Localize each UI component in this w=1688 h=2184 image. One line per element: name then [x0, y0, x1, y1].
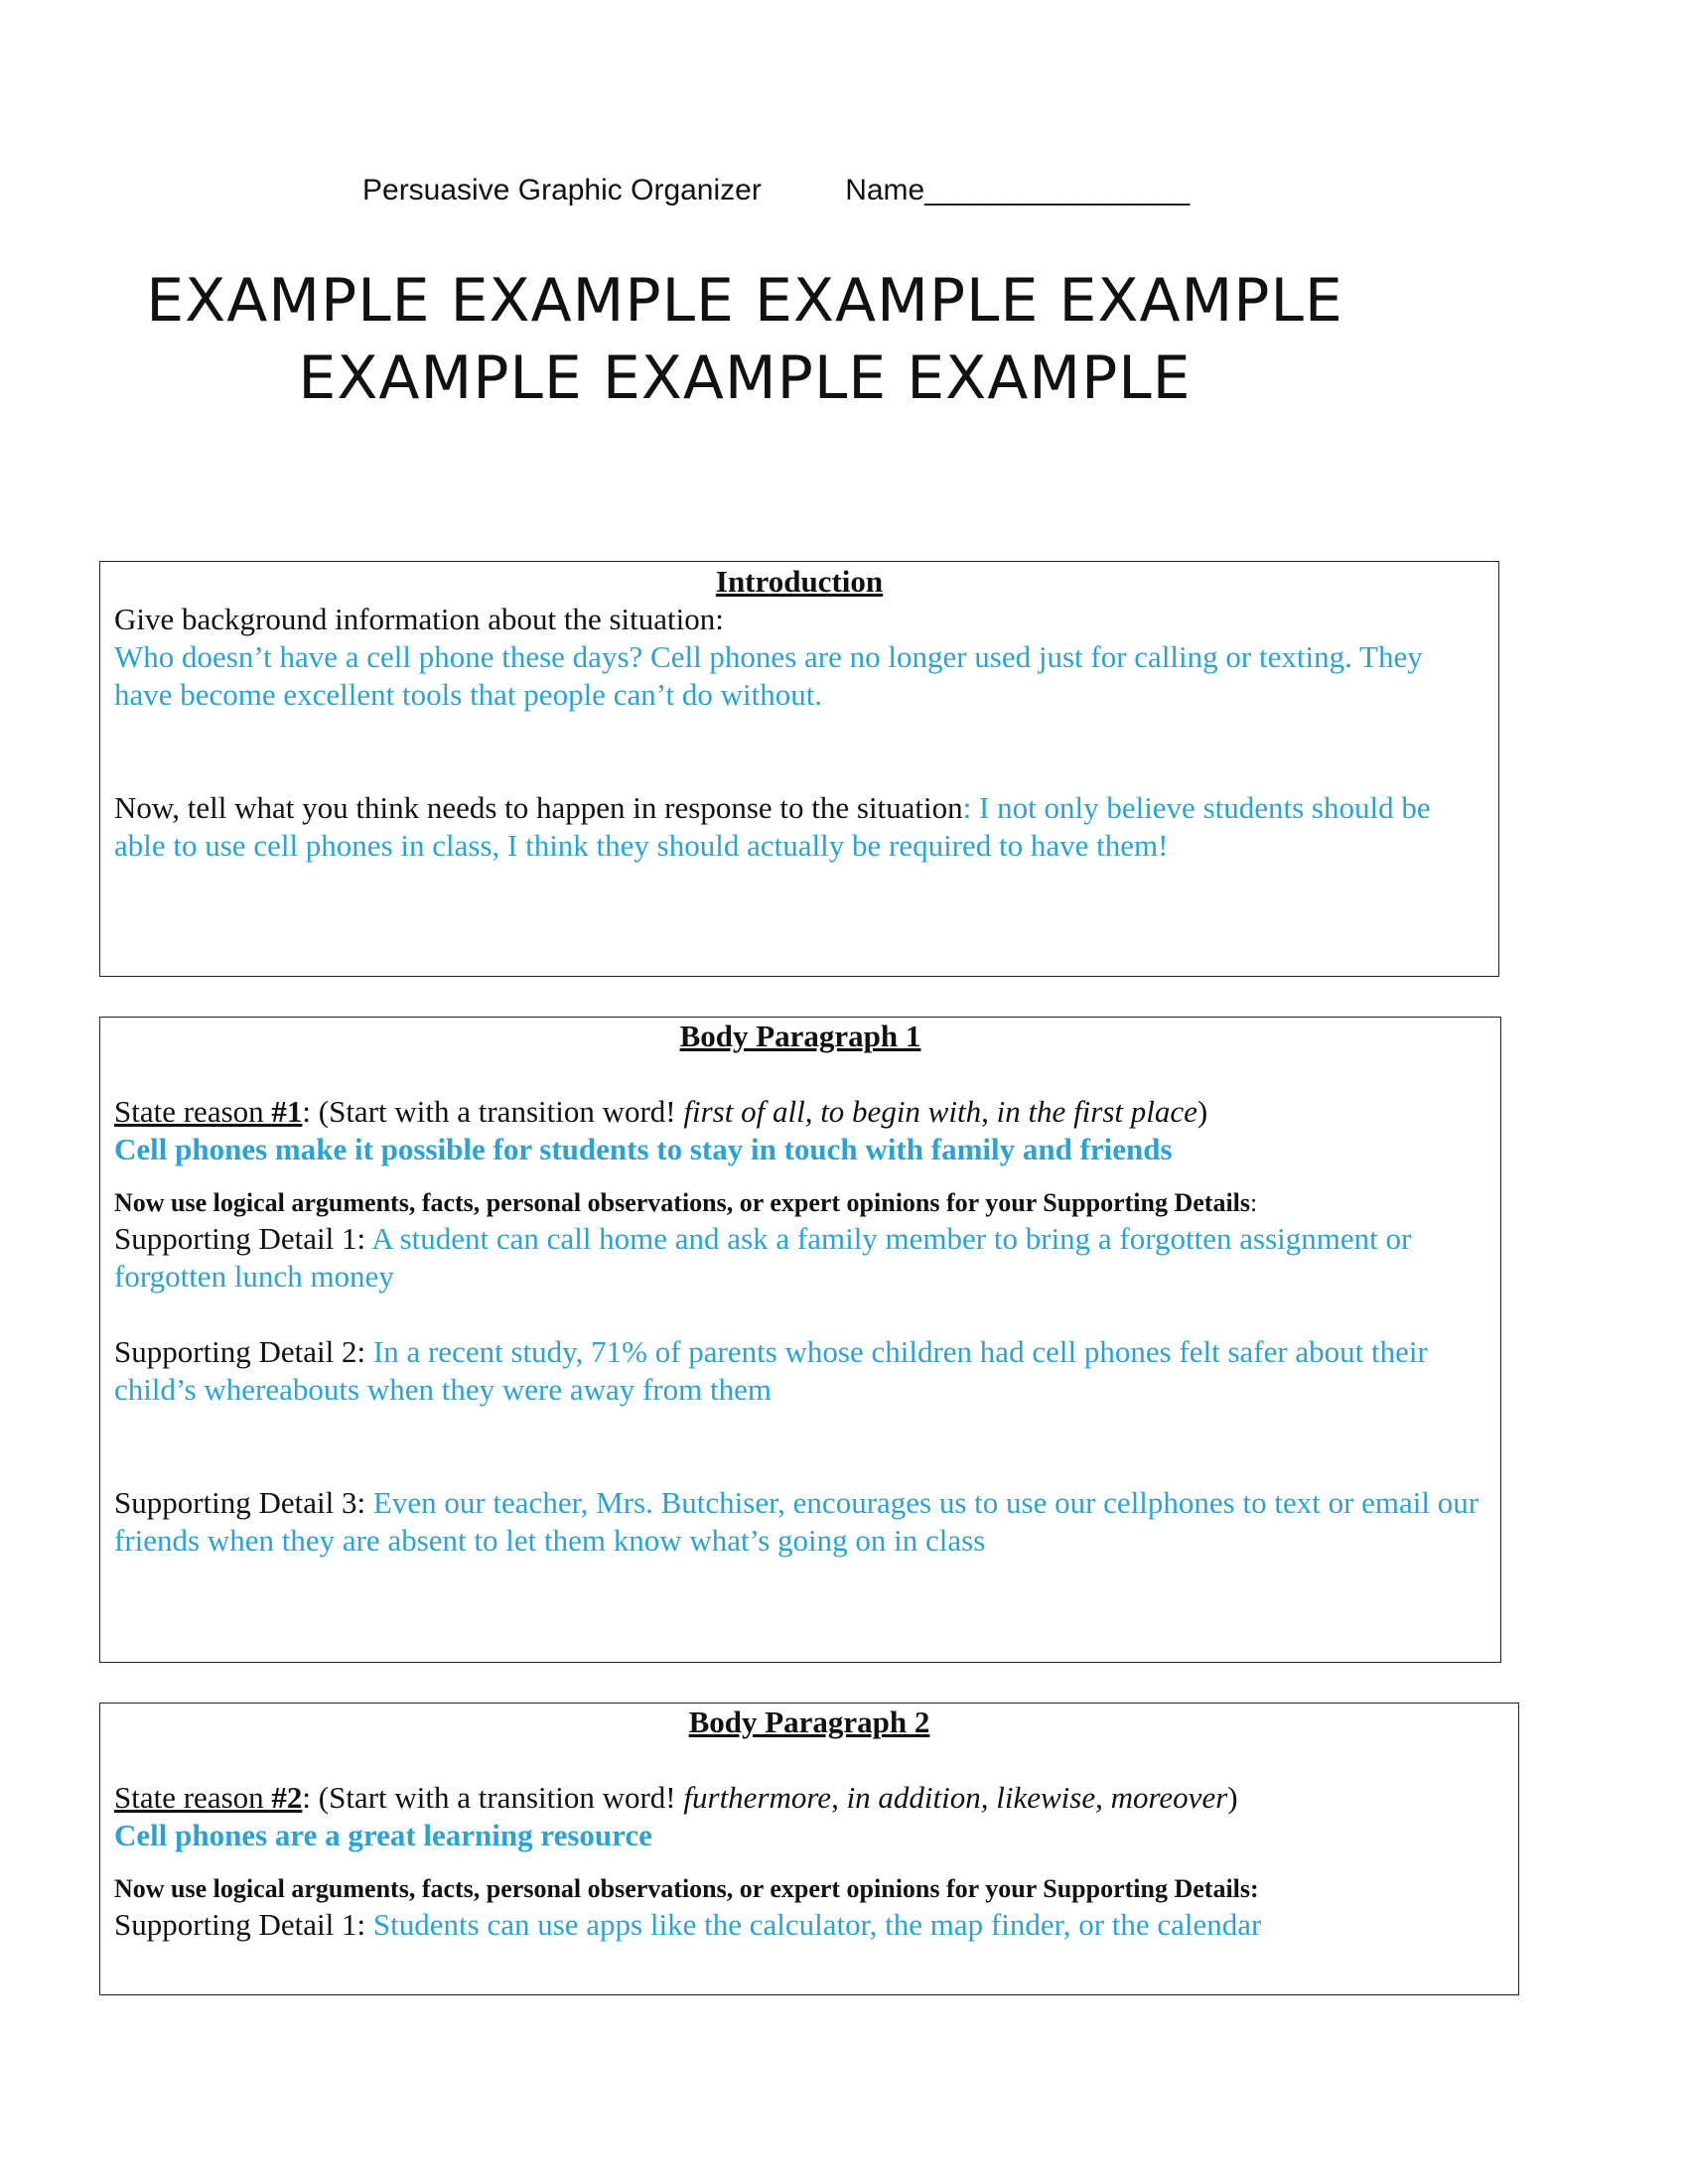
- body1-detail-1-label: Supporting Detail 1:: [114, 1221, 372, 1256]
- introduction-position-paragraph: [114, 789, 1484, 865]
- body2-transition-examples: furthermore, in addition, likewise, moreover: [683, 1780, 1228, 1815]
- body2-reason-label: [114, 1780, 302, 1815]
- worksheet-header: [362, 174, 1190, 207]
- body1-reason-answer: Cell phones make it possible for students to stay in touch with family and friends: [114, 1132, 1173, 1166]
- introduction-answer-background: Who doesn’t have a cell phone these days? Cell phones are no longer used just for calling or texting. They have become excellent tools that people can’t do without.: [114, 639, 1423, 712]
- body-paragraph-2-box: [99, 1703, 1519, 1995]
- body1-detail-3-label: Supporting Detail 3:: [114, 1485, 373, 1520]
- body-paragraph-1-title: Body Paragraph 1: [679, 1019, 921, 1053]
- body1-detail-3: [114, 1484, 1486, 1560]
- body1-reason-number: #1: [271, 1094, 303, 1129]
- introduction-box: [99, 561, 1499, 977]
- body1-detail-2-label: Supporting Detail 2:: [114, 1334, 373, 1369]
- body2-reason-answer: Cell phones are a great learning resource: [114, 1818, 652, 1852]
- body2-reason-label-prefix: State reason: [114, 1780, 272, 1815]
- body1-detail-2-text: In a recent study, 71% of parents whose children had cell phones felt safer about their child’s whereabouts when they were away from them: [114, 1334, 1428, 1407]
- body2-reason-instruction: : (Start with a transition word!: [302, 1780, 684, 1815]
- name-field-label: Name________________: [845, 174, 1191, 206]
- body1-support-prompt: [114, 1186, 1486, 1220]
- body1-transition-examples: first of all, to begin with, in the first place: [683, 1094, 1197, 1129]
- body2-support-prompt: Now use logical arguments, facts, personal observations, or expert opinions for your Supporting Details:: [114, 1874, 1259, 1903]
- body1-detail-1-text: A student can call home and ask a family member to bring a forgotten assignment or forgotten lunch money: [114, 1221, 1412, 1294]
- example-banner-line-1: EXAMPLE EXAMPLE EXAMPLE EXAMPLE: [146, 266, 1343, 336]
- body1-detail-1: [114, 1220, 1486, 1296]
- body1-support-prompt-colon: :: [1250, 1188, 1258, 1217]
- body1-reason-close: ): [1196, 1094, 1208, 1129]
- body2-reason-prompt: [114, 1779, 1504, 1817]
- body1-detail-2: [114, 1333, 1486, 1409]
- body1-support-prompt-text: Now use logical arguments, facts, personal observations, or expert opinions for your Supporting Details: [114, 1188, 1251, 1217]
- body2-detail-1-text: Students can use apps like the calculator, the map finder, or the calendar: [372, 1907, 1262, 1942]
- body2-reason-close: ): [1227, 1780, 1238, 1815]
- body1-reason-instruction: : (Start with a transition word!: [302, 1094, 684, 1129]
- organizer-title: Persuasive Graphic Organizer: [362, 174, 762, 206]
- body2-detail-1: [114, 1906, 1504, 1944]
- body-paragraph-1-box: [99, 1017, 1501, 1663]
- introduction-answer-position: : I not only believe students should be able to use cell phones in class, I think they should actually be required to have them!: [114, 790, 1431, 863]
- introduction-prompt-background: Give background information about the situation:: [114, 602, 724, 636]
- body1-reason-label-prefix: State reason: [114, 1094, 272, 1129]
- body1-reason-label: [114, 1094, 302, 1129]
- body-paragraph-2-title: Body Paragraph 2: [688, 1705, 930, 1739]
- introduction-prompt-position: Now, tell what you think needs to happen in response to the situation: [114, 790, 963, 825]
- example-banner-line-2: EXAMPLE EXAMPLE EXAMPLE: [298, 343, 1192, 413]
- body1-detail-3-text: Even our teacher, Mrs. Butchiser, encourages us to use our cellphones to text or email our friends when they are absent to let them know what’s going on in class: [114, 1485, 1479, 1558]
- body1-reason-prompt: [114, 1093, 1486, 1131]
- body2-reason-number: #2: [271, 1780, 303, 1815]
- body2-detail-1-label: Supporting Detail 1:: [114, 1907, 373, 1942]
- introduction-title: Introduction: [715, 564, 884, 599]
